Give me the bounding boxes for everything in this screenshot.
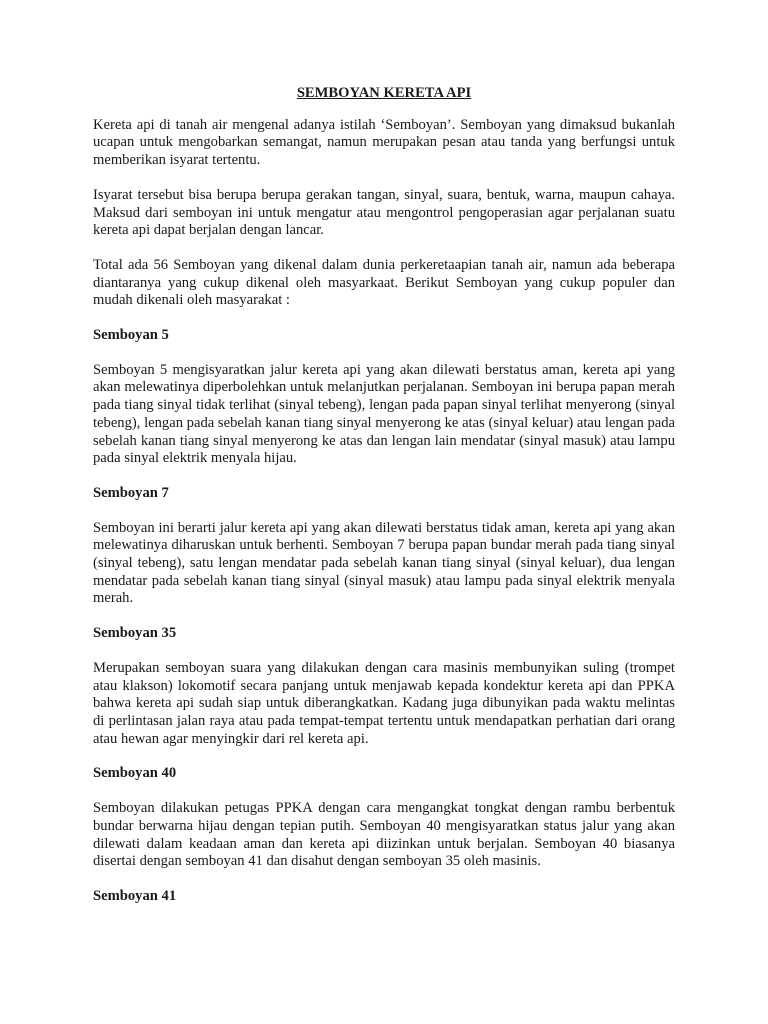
section-body-semboyan-5: Semboyan 5 mengisyaratkan jalur kereta api yang akan dilewati berstatus aman, kereta api yang akan melewatinya diperbolehkan untuk melanjutkan perjalanan. Semboyan ini berupa papan merah pada tiang sinyal tidak terlihat (sinyal tebeng), lengan pada papan sinyal terlihat menyerong (sinyal tebeng), lengan pada sebelah kanan tiang sinyal menyerong ke atas (sinyal keluar) atau lengan pada sebelah kanan tiang sinyal menyerong ke atas dan lengan lain mendatar (sinyal masuk) atau lampu pada sinyal elektrik menyala hijau. xyxy=(93,361,675,467)
intro-paragraph-3: Total ada 56 Semboyan yang dikenal dalam dunia perkeretaapian tanah air, namun ada beberapa diantaranya yang cukup dikenal oleh masyarkaat. Berikut Semboyan yang cukup populer dan mudah dikenali oleh masyarakat : xyxy=(93,256,675,309)
section-heading-semboyan-40: Semboyan 40 xyxy=(93,765,177,782)
section-heading-semboyan-35: Semboyan 35 xyxy=(93,625,177,642)
intro-paragraph-1: Kereta api di tanah air mengenal adanya istilah ‘Semboyan’. Semboyan yang dimaksud bukanlah ucapan untuk mengobarkan semangat, namun merupakan pesan atau tanda yang berfungsi untuk memberikan isyarat tertentu. xyxy=(93,116,675,169)
section-heading-semboyan-5: Semboyan 5 xyxy=(93,327,169,344)
document-page xyxy=(93,85,675,923)
section-body-semboyan-35: Merupakan semboyan suara yang dilakukan dengan cara masinis membunyikan suling (trompet atau klakson) lokomotif secara panjang untuk menjawab kepada kondektur kereta api dan PPKA bahwa kereta api sudah siap untuk diberangkatkan. Kadang juga dibunyikan pada waktu melintas di perlintasan jalan raya atau pada tempat-tempat tertentu untuk mendapatkan perhatian dari orang atau hewan agar menyingkir dari rel kereta api. xyxy=(93,659,675,747)
intro-paragraph-2: Isyarat tersebut bisa berupa berupa gerakan tangan, sinyal, suara, bentuk, warna, maupun cahaya. Maksud dari semboyan ini untuk mengatur atau mengontrol pengoperasian agar perjalanan suatu kereta api dapat berjalan dengan lancar. xyxy=(93,186,675,239)
document-title: SEMBOYAN KERETA API xyxy=(296,85,472,101)
section-heading-semboyan-41: Semboyan 41 xyxy=(93,887,177,904)
section-heading-semboyan-7: Semboyan 7 xyxy=(93,484,169,501)
section-body-semboyan-40: Semboyan dilakukan petugas PPKA dengan cara mengangkat tongkat dengan rambu berbentuk bundar berwarna hijau dengan tepian putih. Semboyan 40 mengisyaratkan status jalur yang akan dilewati dalam keadaan aman dan kereta api diizinkan untuk berjalan. Semboyan 40 biasanya disertai dengan semboyan 41 dan disahut dengan semboyan 35 oleh masinis. xyxy=(93,800,675,870)
section-body-semboyan-7: Semboyan ini berarti jalur kereta api yang akan dilewati berstatus tidak aman, kereta api yang akan melewatinya diharuskan untuk berhenti. Semboyan 7 berupa papan bundar merah pada tiang sinyal (sinyal tebeng), satu lengan mendatar pada sebelah kanan tiang sinyal (sinyal keluar), dua lengan mendatar pada sebelah kanan tiang sinyal (sinyal masuk) atau lampu pada sinyal elektrik menyala merah. xyxy=(93,519,675,607)
